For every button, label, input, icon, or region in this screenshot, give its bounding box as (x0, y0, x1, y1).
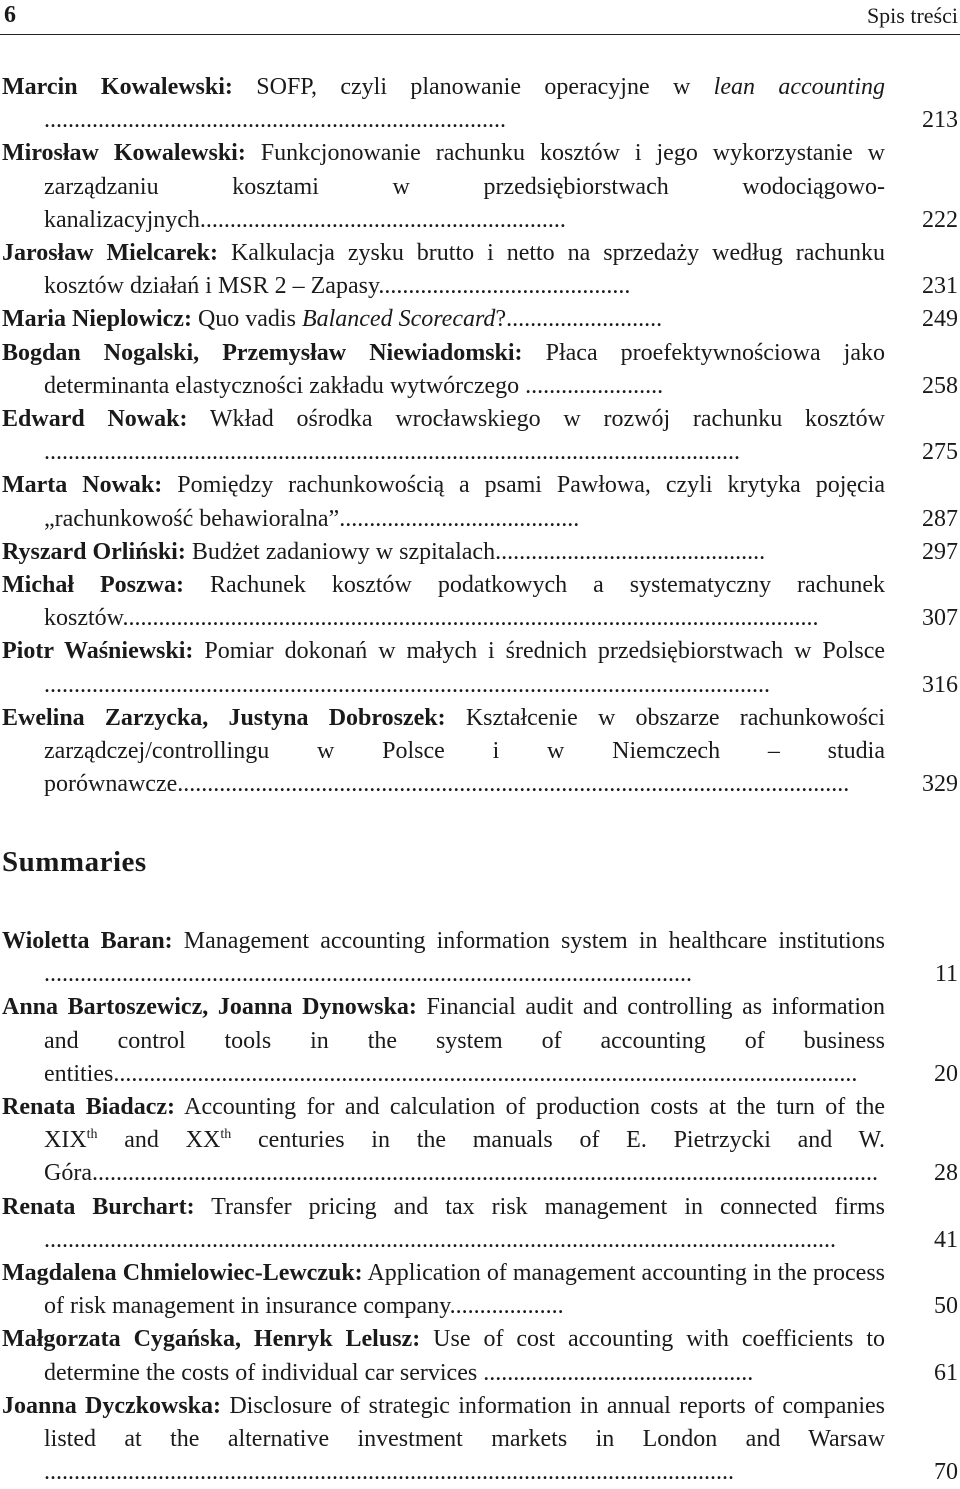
leader-dots: ............................................................................................................................ (113, 1060, 858, 1087)
leader-dots: ................... (449, 1293, 564, 1320)
summary-entry[interactable] (0, 1323, 960, 1389)
entry-author: Ewelina Zarzycka, Justyna Dobroszek: (2, 704, 446, 731)
entry-author: Piotr Waśniewski: (2, 638, 194, 665)
leader-dots: ........................................ (339, 505, 580, 532)
entry-author: Jarosław Mielcarek: (2, 240, 219, 267)
entry-page: 249 (922, 306, 958, 333)
toc-entry[interactable] (0, 303, 960, 336)
entry-page: 41 (934, 1226, 958, 1253)
entry-title: centuries in the manuals of E. Pietrzycki and W. Góra (44, 1127, 885, 1187)
entry-page: 258 (922, 372, 958, 399)
leader-dots: ....................... (525, 372, 664, 399)
running-head: Spis treści (866, 3, 958, 28)
leader-dots: .................................................................................................................... (122, 605, 819, 632)
entry-page: 222 (922, 206, 958, 233)
leader-dots: ............................................. (483, 1359, 754, 1386)
entry-page: 231 (922, 273, 958, 300)
leader-dots: ................................................................................................................... (44, 1459, 734, 1486)
entry-title: Transfer pricing and tax risk management in connected firms (211, 1193, 885, 1220)
entry-author: Anna Bartoszewicz, Joanna Dynowska: (2, 994, 417, 1021)
entry-title: Quo vadis (197, 306, 302, 333)
entry-title: Kształcenie w obszarze rachunkowości zarządczej/controllingu w Polsce i w Niemczech – studia porównawcze (44, 704, 886, 798)
entry-author: Marta Nowak: (2, 472, 163, 499)
toc-entry[interactable] (0, 569, 960, 635)
entry-page: 275 (922, 439, 958, 466)
toc-entry[interactable] (0, 237, 960, 303)
entry-title: SOFP, czyli planowanie operacyjne w (256, 74, 714, 100)
entry-title-italic: Balanced Scorecard (301, 306, 496, 333)
entry-page: 50 (934, 1293, 958, 1320)
leader-dots: ......................................................................................................................... (44, 671, 770, 698)
entry-author: Wioletta Baran: (2, 928, 173, 954)
entry-author: Edward Nowak: (2, 406, 188, 433)
superscript: th (220, 1127, 232, 1143)
toc-entry[interactable] (0, 337, 960, 403)
entry-title: Application of management accounting in the process of risk management in insurance company (44, 1260, 886, 1320)
entry-page: 316 (922, 671, 958, 698)
summary-entry[interactable] (0, 1091, 960, 1191)
toc-entry[interactable] (0, 702, 960, 802)
leader-dots: ................................................................................................................................... (91, 1160, 878, 1187)
summary-entry[interactable] (0, 1257, 960, 1323)
toc-entry[interactable] (0, 137, 960, 237)
entry-title: Financial audit and controlling as information and control tools in the system of accounting of business entities (44, 994, 886, 1087)
superscript: th (86, 1127, 98, 1143)
entry-page: 28 (934, 1160, 958, 1187)
entry-page: 307 (922, 605, 958, 632)
entry-title: and XX (97, 1127, 221, 1154)
toc-entry[interactable] (0, 469, 960, 535)
leader-dots: ............................................. (495, 538, 766, 565)
entry-title: Management accounting information system in healthcare institutions (183, 928, 886, 954)
summaries-list (0, 925, 960, 1489)
entry-title: Wkład ośrodka wrocławskiego w rozwój rachunku kosztów (209, 406, 885, 433)
page-number: 6 (4, 2, 16, 28)
entry-title: Accounting for and calculation of production costs at the turn of the XIX (44, 1094, 885, 1154)
entry-title: Płaca proefektywnościowa jako determinanta elastyczności zakładu wytwórczego (44, 339, 886, 399)
toc-entry[interactable] (0, 635, 960, 701)
summary-entry[interactable] (0, 925, 960, 991)
entry-title: Rachunek kosztów podatkowych a systematyczny rachunek kosztów (44, 572, 886, 632)
leader-dots: ............................................................................................................ (44, 961, 692, 988)
entry-author: Maria Nieplowicz: (2, 306, 192, 333)
entry-page: 213 (922, 107, 958, 134)
entry-title: Budżet zadaniowy w szpitalach (191, 538, 496, 565)
leader-dots: .................................................................................................................................... (44, 1226, 836, 1253)
leader-dots: ............................................................. (199, 206, 566, 233)
leader-dots: .......................... (506, 306, 663, 333)
entry-title: Pomiędzy rachunkowością a psami Pawłowa, czyli krytyka pojęcia „rachunkowość behawioralna” (44, 472, 886, 532)
entry-author: Renata Biadacz: (2, 1094, 176, 1121)
entry-title-end: ? (495, 306, 507, 333)
entry-page: 70 (934, 1459, 958, 1486)
toc-entry[interactable] (0, 536, 960, 569)
entry-title-italic: lean accounting (713, 74, 885, 100)
summaries-heading: Summaries (2, 846, 147, 878)
entry-title: Use of cost accounting with coefficients to determine the costs of individual car services (44, 1326, 886, 1386)
entry-page: 329 (922, 771, 958, 798)
leader-dots: .................................................................................................................... (44, 439, 740, 466)
entry-author: Michał Poszwa: (2, 572, 184, 599)
entry-title: Funkcjonowanie rachunku kosztów i jego wykorzystanie w zarządzaniu kosztami w przedsiębiorstwach wodociągowo-kanalizacyjnych (44, 140, 885, 233)
entry-title: Kalkulacja zysku brutto i netto na sprzedaży według rachunku kosztów działań i MSR 2 – Zapasy (44, 240, 886, 300)
entry-author: Marcin Kowalewski: (2, 74, 233, 100)
toc-entry[interactable] (0, 403, 960, 469)
entry-page: 11 (934, 961, 958, 988)
entry-author: Ryszard Orliński: (2, 538, 186, 565)
entry-author: Mirosław Kowalewski: (2, 140, 246, 167)
summary-entry[interactable] (0, 991, 960, 1091)
entry-page: 287 (922, 505, 958, 532)
page-header (0, 0, 960, 35)
entry-page: 61 (934, 1359, 958, 1386)
leader-dots: ............................................................................. (44, 107, 506, 134)
entry-page: 297 (922, 538, 958, 565)
toc-entry[interactable] (0, 71, 960, 137)
summary-entry[interactable] (0, 1390, 960, 1489)
entry-title: Pomiar dokonań w małych i średnich przedsiębiorstwach w Polsce (204, 638, 885, 665)
entry-author: Renata Burchart: (2, 1193, 195, 1220)
summary-entry[interactable] (0, 1191, 960, 1257)
toc-list (0, 71, 960, 801)
entry-title: Disclosure of strategic information in annual reports of companies listed at the alternative investment markets in London and Warsaw (44, 1392, 886, 1453)
entry-author: Joanna Dyczkowska: (2, 1392, 222, 1419)
entry-page: 20 (934, 1060, 958, 1087)
entry-author: Małgorzata Cygańska, Henryk Lelusz: (2, 1326, 421, 1353)
leader-dots: .......................................... (378, 273, 631, 300)
entry-author: Bogdan Nogalski, Przemysław Niewiadomski: (2, 339, 523, 366)
leader-dots: ................................................................................................................ (177, 771, 850, 798)
entry-author: Magdalena Chmielowiec-Lewczuk: (2, 1260, 363, 1287)
